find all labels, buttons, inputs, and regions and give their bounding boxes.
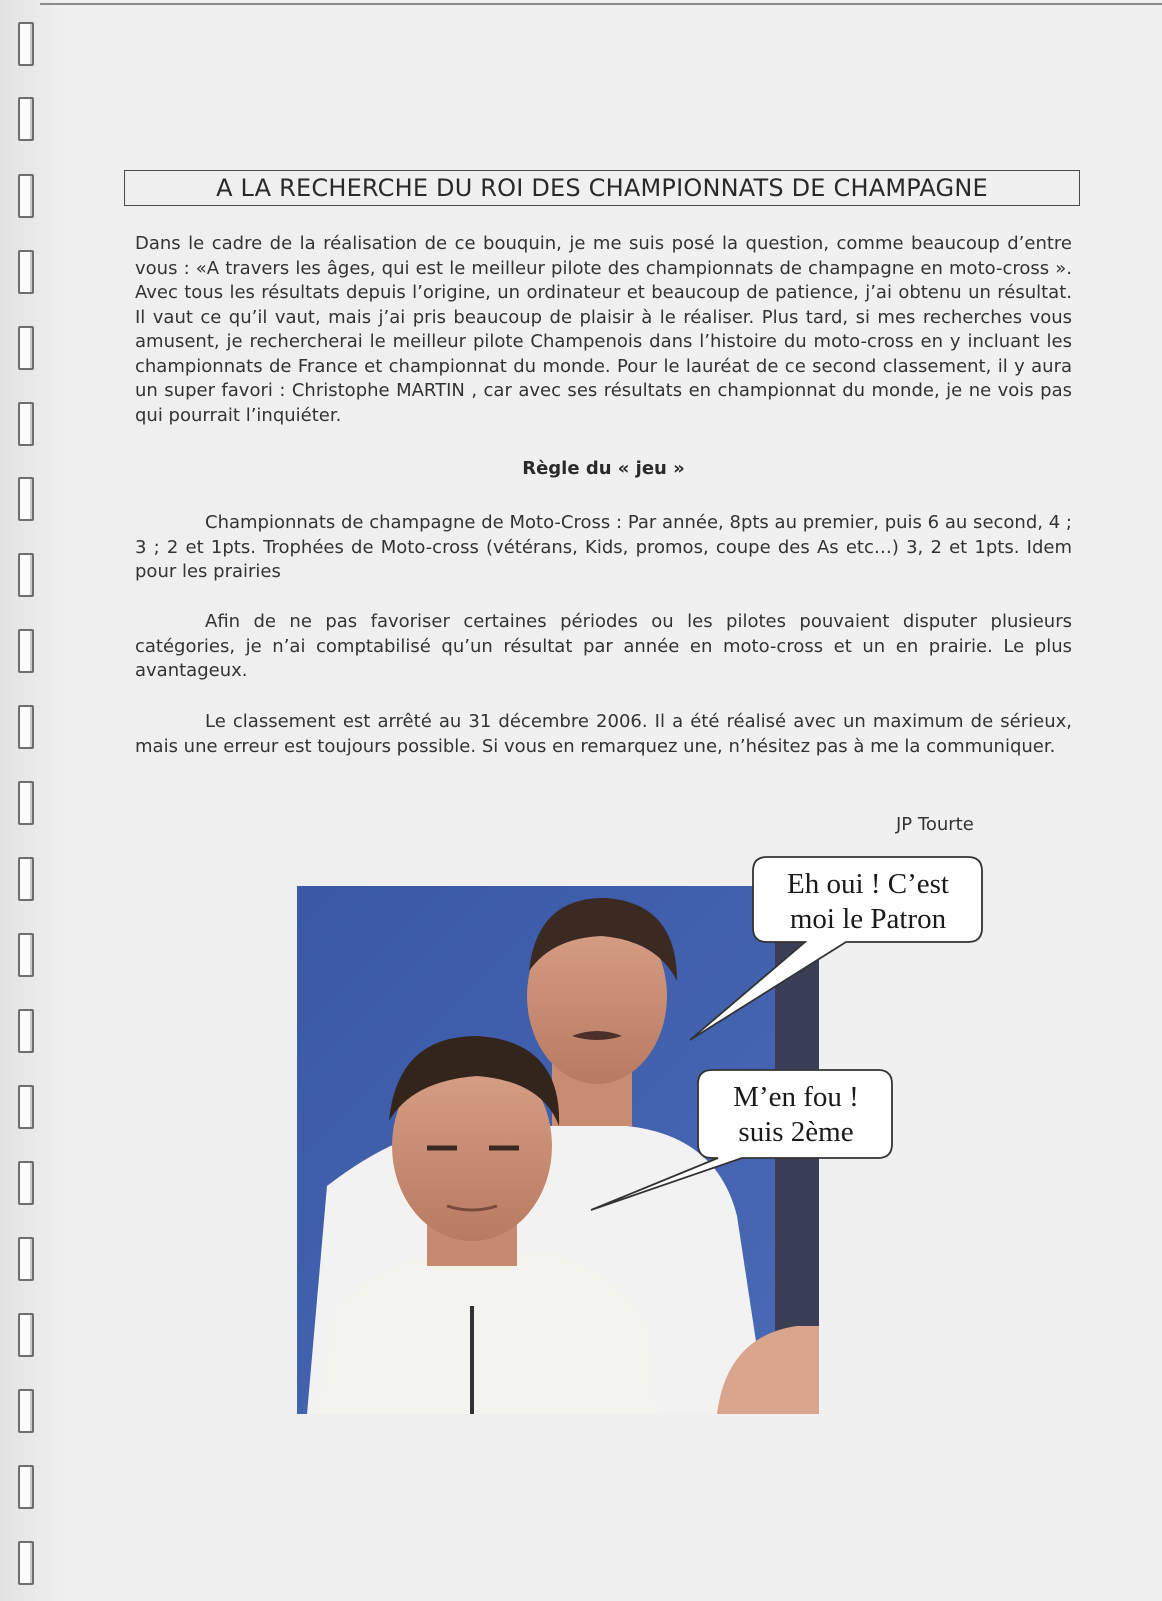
speech-bubble-2-text bbox=[702, 1080, 890, 1150]
page-title: A LA RECHERCHE DU ROI DES CHAMPIONNATS DE CHAMPAGNE bbox=[124, 170, 1080, 206]
signature: JP Tourte bbox=[896, 814, 974, 835]
rules-paragraph-points: Championnats de champagne de Moto-Cross : Par année, 8pts au premier, puis 6 au second, 4 ; 3 ; 2 et 1pts. Trophées de Moto-cross (vétérans, Kids, promos, coupe des As etc…) 3, 2 et 1pts. Idem pour les prairies bbox=[135, 512, 1072, 582]
speech-bubble-1-line1: Eh oui ! C’est bbox=[787, 868, 949, 900]
rules-paragraph-date: Le classement est arrêté au 31 décembre 2006. Il a été réalisé avec un maximum de sérieux, mais une erreur est toujours possible. Si vous en remarquez une, n’hésitez pas à me la communiquer. bbox=[135, 711, 1072, 757]
speech-bubble-2-line2: suis 2ème bbox=[738, 1116, 854, 1148]
speech-bubble-2-line1: M’en fou ! bbox=[733, 1081, 859, 1113]
rules-paragraph-counting: Afin de ne pas favoriser certaines périodes ou les pilotes pouvaient disputer plusieurs catégories, je n’ai comptabilisé qu’un résultat par année en moto-cross et un en prairie. Le plus avantageux. bbox=[135, 611, 1072, 681]
rules-heading: Règle du « jeu » bbox=[522, 458, 685, 479]
speech-bubble-1-text bbox=[760, 867, 976, 937]
speech-bubble-1-line2: moi le Patron bbox=[789, 903, 947, 935]
intro-paragraph: Dans le cadre de la réalisation de ce bouquin, je me suis posé la question, comme beaucoup d’entre vous : «A travers les âges, qui est le meilleur pilote des championnats de champagne en moto-cross ». Avec tous les résultats depuis l’origine, un ordinateur et beaucoup de patience, j’ai obtenu un résultat. Il vaut ce qu’il vaut, mais j’ai pris beaucoup de plaisir à le réaliser. Plus tard, si mes recherches vous amusent, je rechercherai le meilleur pilote Champenois dans l’histoire du moto-cross en y incluant les championnats de France et championnat du monde. Pour le lauréat de ce second classement, il y aura un super favori : Christophe MARTIN , car avec ses résultats en championnat du monde, je ne vois pas qui pourrait l’inquiéter. bbox=[135, 233, 1072, 426]
